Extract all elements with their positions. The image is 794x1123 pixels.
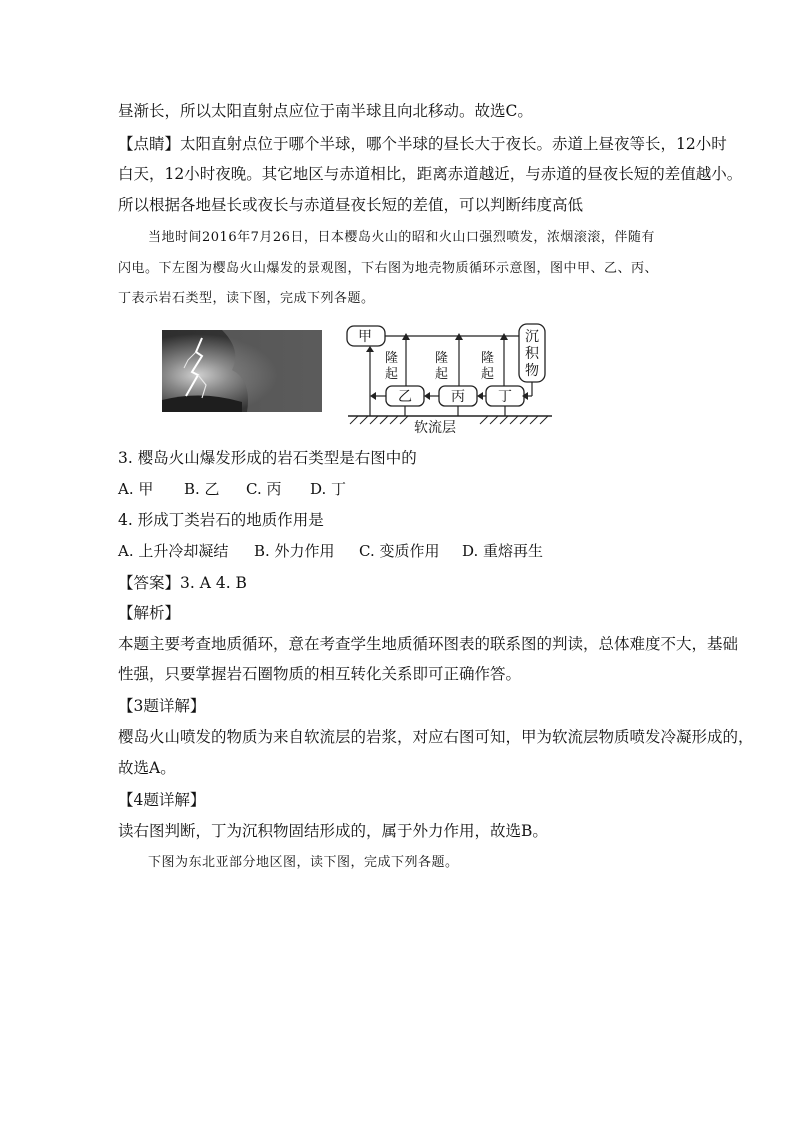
question-4: 4. 形成丁类岩石的地质作用是 [118, 511, 324, 529]
analysis-line-2: 性强，只要掌握岩石圈物质的相互转化关系即可正确作答。 [118, 665, 522, 683]
rock-cycle-diagram [344, 320, 562, 440]
label-uplift-3b: 起 [481, 367, 495, 382]
q3-option-c: C. 丙 [246, 480, 282, 498]
analysis-heading: 【解析】 [118, 604, 181, 622]
q3-option-b: B. 乙 [184, 480, 220, 498]
label-sediment-1: 沉 [525, 329, 539, 345]
label-sediment-2: 积 [525, 346, 539, 362]
tip-line-2: 白天，12小时夜晚。其它地区与赤道相比，距离赤道越近，与赤道的昼夜长短的差值越小。 [118, 165, 743, 183]
label-sediment-3: 物 [525, 363, 539, 379]
label-uplift-1b: 起 [385, 367, 399, 382]
q3-detail-heading: 【3题详解】 [118, 697, 206, 715]
label-jia: 甲 [358, 329, 372, 345]
analysis-line-1: 本题主要考查地质循环，意在考查学生地质循环图表的联系图的判读，总体难度不大，基础 [118, 635, 739, 653]
label-ding: 丁 [498, 389, 512, 405]
q3-option-a: A. 甲 [118, 480, 154, 498]
tip-line-1: 【点睛】太阳直射点位于哪个半球，哪个半球的昼长大于夜长。赤道上昼夜等长，12小时 [118, 135, 727, 153]
label-uplift-2b: 起 [435, 367, 449, 382]
label-uplift-2a: 隆 [435, 351, 449, 366]
q3-detail-line-1: 樱岛火山喷发的物质为来自软流层的岩浆，对应右图可知，甲为软流层物质喷发冷凝形成的， [118, 728, 754, 746]
q4-detail-heading: 【4题详解】 [118, 791, 206, 809]
label-uplift-1a: 隆 [385, 351, 399, 366]
volcano-photo [162, 330, 322, 412]
intro-line-3: 丁表示岩石类型，读下图，完成下列各题。 [118, 291, 375, 306]
volcano-lightning-image [162, 330, 322, 412]
answer-line: 【答案】3. A 4. B [118, 574, 247, 592]
q4-option-a: A. 上升冷却凝结 [118, 542, 229, 560]
label-uplift-3a: 隆 [481, 351, 495, 366]
q4-option-c: C. 变质作用 [359, 542, 440, 560]
next-intro: 下图为东北亚部分地区图，读下图，完成下列各题。 [148, 855, 459, 870]
text-line-1: 昼渐长，所以太阳直射点应位于南半球且向北移动。故选C。 [118, 102, 533, 120]
intro-line-1: 当地时间2016年7月26日，日本樱岛火山的昭和火山口强烈喷发，浓烟滚滚，伴随有 [148, 230, 655, 245]
intro-line-2: 闪电。下左图为樱岛火山爆发的景观图，下右图为地壳物质循环示意图，图中甲、乙、丙、 [118, 261, 659, 276]
label-mantle: 软流层 [414, 420, 456, 436]
tip-line-3: 所以根据各地昼长或夜长与赤道昼夜长短的差值，可以判断纬度高低 [118, 196, 584, 214]
q4-option-d: D. 重熔再生 [462, 542, 544, 560]
q4-detail-line-1: 读右图判断，丁为沉积物固结形成的，属于外力作用，故选B。 [118, 822, 548, 840]
question-3: 3. 樱岛火山爆发形成的岩石类型是右图中的 [118, 449, 417, 467]
q3-detail-line-2: 故选A。 [118, 759, 176, 777]
q3-option-d: D. 丁 [310, 480, 347, 498]
q4-option-b: B. 外力作用 [254, 542, 335, 560]
label-bing: 丙 [451, 389, 465, 405]
label-yi: 乙 [398, 389, 412, 405]
